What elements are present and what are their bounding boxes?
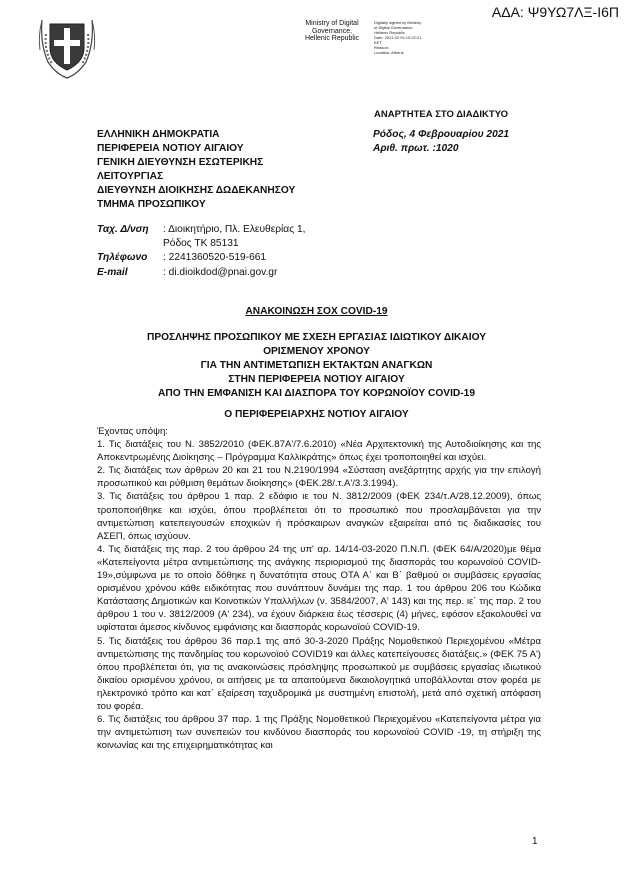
document-date: Ρόδος, 4 Φεβρουαρίου 2021 <box>373 129 510 140</box>
signature-detail: Hellenic Republic <box>374 30 405 35</box>
signature-detail: Digitally signed by Ministry <box>374 20 422 25</box>
header-line: ΤΜΗΜΑ ΠΡΟΣΩΠΙΚΟΥ <box>97 199 206 210</box>
signature-detail: EET <box>374 40 382 45</box>
signature-detail: Location: Athens <box>374 50 404 55</box>
address-label: Ταχ. Δ/νση <box>97 224 149 235</box>
announcement-subtitle <box>0 331 633 401</box>
address-value: : Διοικητήριο, Πλ. Ελευθερίας 1, <box>163 224 306 235</box>
signature-detail: of Digital Governance, <box>374 25 414 30</box>
signature-line: Ministry of Digital <box>305 20 359 27</box>
header-line: ΓΕΝΙΚΗ ΔΙΕΥΘΥΝΣΗ ΕΣΩΤΕΡΙΚΗΣ <box>97 157 264 168</box>
issuing-authority-header <box>97 128 295 212</box>
header-line: ΠΕΡΙΦΕΡΕΙΑ ΝΟΤΙΟΥ ΑΙΓΑΙΟΥ <box>97 143 244 154</box>
phone-value: : 2241360520-519-661 <box>163 252 267 264</box>
subtitle-line: ΟΡΙΣΜΕΝΟΥ ΧΡΟΝΟΥ <box>263 346 370 357</box>
announcement-title: ΑΝΑΚΟΙΝΩΣΗ ΣΟΧ COVID-19 <box>245 306 388 317</box>
ada-code: ΑΔΑ: Ψ9ΥΩ7ΛΞ-Ι6Π <box>491 4 619 20</box>
body-intro: Έχοντας υπόψη: <box>97 426 168 437</box>
body-paragraph: 1. Τις διατάξεις του Ν. 3852/2010 (ΦΕΚ.87Α'/7.6.2010) «Νέα Αρχιτεκτονική της Αυτοδιοίκησης και της Αποκεντρωμένης Διοίκησης – Πρόγραμμα Καλλικράτης» όπως έχει τροποποιηθεί και ισχύει. <box>97 439 541 464</box>
protocol-number: Αριθ. πρωτ. :1020 <box>373 143 459 154</box>
document-body <box>97 425 541 752</box>
body-paragraph: 4. Τις διατάξεις της παρ. 2 του άρθρου 24 της υπ' αρ. 14/14-03-2020 Π.Ν.Π. (ΦΕΚ 64/Α/2020)με θέμα «Κατεπείγοντα μέτρα αντιμετώπισης της ανάγκης περιορισμού της διασποράς του κορωνοϊού COVID-19»,σύμφωνα με το οποίο δόθηκε η δυνατότητα στους ΟΤΑ Α΄ και Β΄ βαθμού οι συμβάσεις εργασίας ορισμένου χρόνου κάθε ειδικότητας που συνάπτουν δυνάμει της παρ. 1 του άρθρου 206 του Κώδικα Κατάστασης Δημοτικών και Κοινοτικών Υπαλλήλων (ν. 3584/2007, Α' 143) και της περ. ιε΄ της παρ. 2 του άρθρου 1 του ν. 3812/2009 (Α' 234), να έχουν διάρκεια έως τέσσερις (4) μήνες, εφόσον εξακολουθεί να υφίσταται άμεσος κίνδυνος εμφάνισης και διασποράς κορωνοϊού COVID-19. <box>97 543 541 634</box>
header-line: ΛΕΙΤΟΥΡΓΙΑΣ <box>97 171 164 182</box>
signature-line: Hellenic Republic <box>304 35 360 42</box>
email-value: : di.dioikdod@pnai.gov.gr <box>163 266 278 278</box>
body-paragraph: 5. Τις διατάξεις του άρθρου 36 παρ.1 της από 30-3-2020 Πράξης Νομοθετικού Περιεχομένου «Μέτρα αντιμετώπισης της πανδημίας του κορωνοϊού COVID19 και άλλες κατεπείγουσες διατάξεις.» (ΦΕΚ 75 Α') όπου προβλέπεται ότι, για τις ανακοινώσεις πρόσληψης προσωπικού με συμβάσεις εργασίας ιδιωτικού δικαίου ορισμένου χρόνου, οι αιτήσεις με τα απαιτούμενα δικαιολογητικά υποβάλλονται στον φορέα με ηλεκτρονικό τρόπο και κατ΄ εξαίρεση ταχυδρομικά με συστημένη επιστολή, μετά από σχετική απόφαση του φορέα. <box>97 635 541 712</box>
greek-coat-of-arms-emblem <box>36 14 98 89</box>
address-city: Ρόδος ΤΚ 85131 <box>163 238 239 250</box>
body-paragraph: 6. Τις διατάξεις του άρθρου 37 παρ. 1 της Πράξης Νομοθετικού Περιεχομένου «Κατεπείγοντα μέτρα για την αντιμετώπιση των συνεπειών του κινδύνου διασποράς του κορωνοϊού COVID -19, τη στήριξη της κοινωνίας και της επιχειρηματικότητας και <box>97 714 541 752</box>
body-paragraph: 2. Τις διατάξεις των άρθρων 20 και 21 του Ν.2190/1994 «Σύσταση ανεξάρτητης αρχής για την επιλογή προσωπικού και ρύθμιση θεμάτων διοίκησης» (ΦΕΚ.28/.τ.Α'/3.3.1994). <box>97 465 541 490</box>
subtitle-line: ΑΠΟ ΤΗΝ ΕΜΦΑΝΙΣΗ ΚΑΙ ΔΙΑΣΠΟΡΑ ΤΟΥ ΚΟΡΩΝΟΪΟΥ COVID-19 <box>157 388 476 399</box>
signature-detail: Date: 2021.02.04 10:22:21 <box>374 35 422 40</box>
contact-details <box>97 223 305 280</box>
header-line: ΕΛΛΗΝΙΚΗ ΔΗΜΟΚΡΑΤΙΑ <box>97 129 220 140</box>
email-label: E-mail <box>97 266 128 278</box>
page-number: 1 <box>532 836 538 847</box>
post-online-notice: ΑΝΑΡΤΗΤΕΑ ΣΤΟ ΔΙΑΔΙΚΤΥΟ <box>374 109 509 120</box>
signature-line: Governance, <box>311 27 353 35</box>
date-protocol-block <box>373 128 509 156</box>
signature-detail: Reason: <box>374 45 389 50</box>
regional-governor-title: Ο ΠΕΡΙΦΕΡΕΙΑΡΧΗΣ ΝΟΤΙΟΥ ΑΙΓΑΙΟΥ <box>224 409 409 420</box>
subtitle-line: ΣΤΗΝ ΠΕΡΙΦΕΡΕΙΑ ΝΟΤΙΟΥ ΑΙΓΑΙΟΥ <box>228 374 405 385</box>
subtitle-line: ΓΙΑ ΤΗΝ ΑΝΤΙΜΕΤΩΠΙΣΗ ΕΚΤΑΚΤΩΝ ΑΝΑΓΚΩΝ <box>200 360 433 371</box>
header-line: ΔΙΕΥΘΥΝΣΗ ΔΙΟΙΚΗΣΗΣ ΔΩΔΕΚΑΝΗΣΟΥ <box>97 185 296 196</box>
phone-label: Τηλέφωνο <box>97 252 148 264</box>
subtitle-line: ΠΡΟΣΛΗΨΗΣ ΠΡΟΣΩΠΙΚΟΥ ΜΕ ΣΧΕΣΗ ΕΡΓΑΣΙΑΣ ΙΔΙΩΤΙΚΟΥ ΔΙΚΑΙΟΥ <box>146 332 487 343</box>
digital-signature-stamp <box>296 20 454 55</box>
body-paragraph: 3. Τις διατάξεις του άρθρου 1 παρ. 2 εδάφιο ιε του Ν. 3812/2009 (ΦΕΚ 234/τ.Α/28.12.2009), όπως τροποποιήθηκε και ισχύει, όπου προβλέπεται ότι το προσωπικό που προσλαμβάνεται για την αντιμετώπιση κατεπειγουσών εποχικών ή πρόσκαιρων αναγκών εξαιρείται από τις διαδικασίες του ΑΣΕΠ, όπως ισχύουν. <box>97 491 541 542</box>
